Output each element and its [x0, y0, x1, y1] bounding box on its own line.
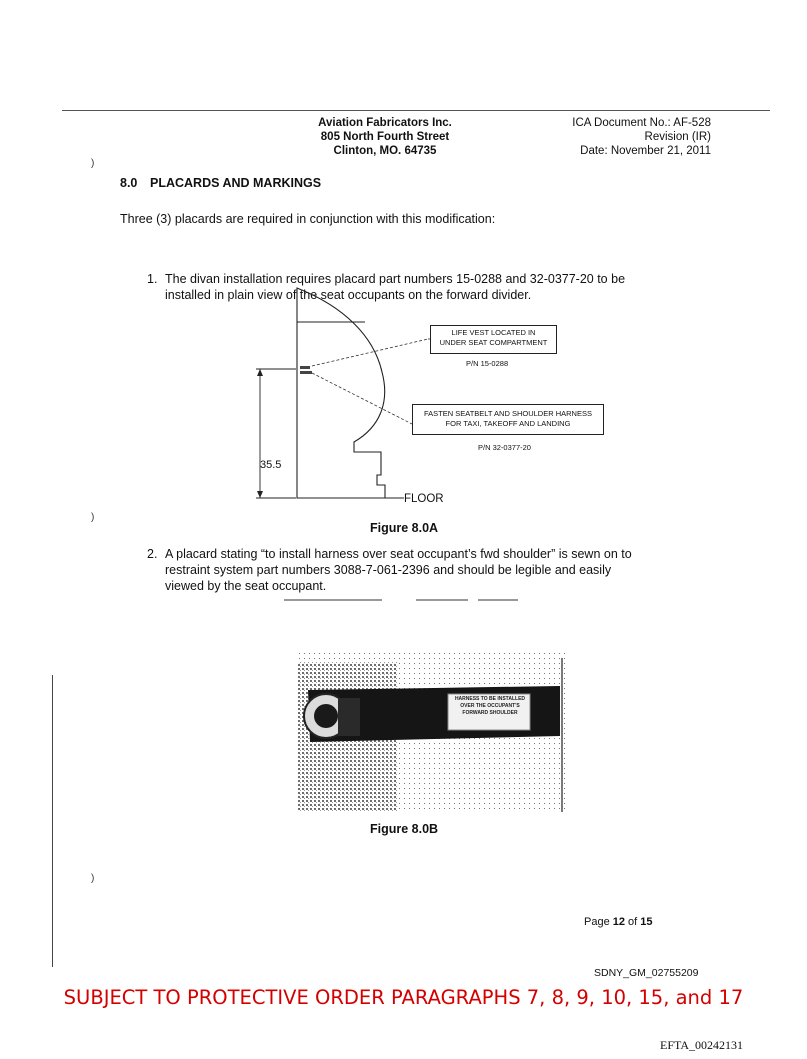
margin-mark: ) [91, 512, 95, 523]
placard-marker [300, 366, 310, 369]
figure-caption: Figure 8.0A [370, 521, 439, 535]
placard-text: FOR TAXI, TAKEOFF AND LANDING [445, 419, 571, 428]
sewn-label-line: HARNESS TO BE INSTALLED [454, 696, 526, 702]
margin-mark: ) [91, 158, 95, 169]
floor-label: FLOOR [404, 493, 444, 505]
sewn-label-line: FORWARD SHOULDER [462, 710, 518, 716]
placard-text: LIFE VEST LOCATED IN [451, 328, 536, 337]
divider-outline [297, 288, 385, 498]
placard-marker [300, 371, 312, 374]
figure-8-0b-photo [298, 652, 566, 812]
item-text-line: The divan installation requires placard part numbers 15-0288 and 32-0377-20 to be [165, 272, 626, 286]
leader-line [312, 373, 412, 424]
item-number: 1. [147, 272, 158, 286]
company-street: 805 North Fourth Street [320, 131, 450, 143]
placard-life-vest [430, 325, 557, 354]
item-number: 2. [147, 547, 158, 561]
document-date: Date: November 21, 2011 [580, 145, 711, 157]
margin-mark: ) [91, 873, 95, 884]
placard-seatbelt [412, 404, 604, 435]
list-item [147, 546, 747, 596]
page-prefix: Page [584, 916, 613, 928]
company-city: Clinton, MO. 64735 [333, 145, 437, 157]
section-intro: Three (3) placards are required in conjunction with this modification: [120, 212, 496, 226]
placard-text: UNDER SEAT COMPARTMENT [439, 338, 548, 347]
item-text-line: installed in plain view of the seat occupants on the forward divider. [165, 288, 532, 302]
section-heading [120, 176, 321, 190]
page-of: of [625, 916, 641, 928]
dimension-label: 35.5 [260, 459, 282, 471]
section-title: PLACARDS AND MARKINGS [150, 176, 322, 190]
arrow-up-icon [257, 369, 263, 376]
figure-8-0a-diagram [240, 282, 630, 508]
page-total: 15 [640, 916, 653, 928]
item-text [165, 546, 632, 594]
page-current: 12 [612, 916, 625, 928]
arrow-down-icon [257, 491, 263, 498]
sewn-label-text [452, 696, 528, 717]
protective-order-notice: SUBJECT TO PROTECTIVE ORDER PARAGRAPHS 7, 8, 9, 10, 15, and 17 [63, 986, 744, 1009]
section-number: 8.0 [120, 176, 138, 190]
figure-caption: Figure 8.0B [370, 822, 439, 836]
margin-rule [52, 675, 53, 967]
underline-marks [250, 596, 550, 608]
bates-number: SDNY_GM_02755209 [594, 967, 699, 979]
item-text-line: A placard stating “to install harness over seat occupant’s fwd shoulder” is sewn on to [165, 547, 632, 561]
company-block [290, 116, 480, 158]
page-number [584, 916, 653, 928]
efta-number: EFTA_00242131 [660, 1038, 744, 1052]
item-text-line: viewed by the seat occupant. [165, 579, 327, 593]
placard-part-number: P/N 32-0377-20 [478, 443, 531, 452]
revision: Revision (IR) [644, 131, 711, 143]
item-text-line: restraint system part numbers 3088-7-061-2396 and should be legible and easily [165, 563, 612, 577]
placard-text: FASTEN SEATBELT AND SHOULDER HARNESS [424, 409, 592, 418]
sewn-label-line: OVER THE OCCUPANT'S [460, 703, 520, 709]
company-name: Aviation Fabricators Inc. [318, 117, 452, 129]
document-info-block [560, 116, 711, 158]
document-number: ICA Document No.: AF-528 [572, 117, 711, 129]
placard-part-number: P/N 15-0288 [466, 359, 509, 368]
header-rule [62, 110, 770, 111]
